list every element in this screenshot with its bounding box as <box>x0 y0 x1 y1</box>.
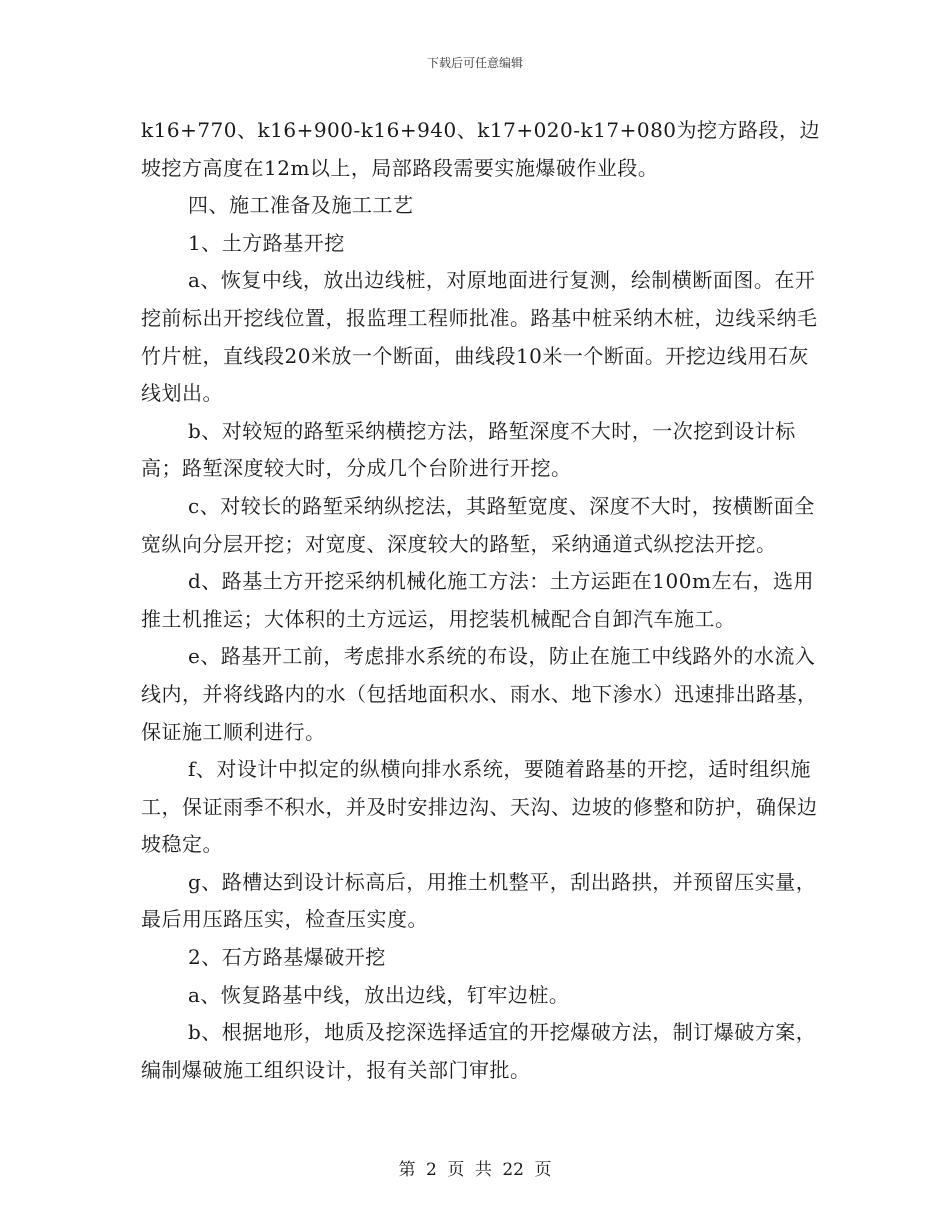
paragraph: a、恢复中线，放出边线桩，对原地面进行复测，绘制横断面图。在开挖前标出开挖线位置，报监理工程师批准。路基中桩采纳木桩，边线采纳毛竹片桩，直线段20米放一个断面，曲线段10米一个断面。开挖边线用石灰线划出。 <box>141 268 818 406</box>
paragraph: d、路基土方开挖采纳机械化施工方法：土方运距在100m左右，选用推土机推运；大体积的土方远运，用挖装机械配合自卸汽车施工。 <box>141 569 814 631</box>
subsection-heading: 2、石方路基爆破开挖 <box>188 945 386 970</box>
paragraph: b、对较短的路堑采纳横挖方法，路堑深度不大时，一次挖到设计标高；路堑深度较大时，分成几个台阶进行开挖。 <box>141 418 796 481</box>
paragraph: e、路基开工前，考虑排水系统的布设，防止在施工中线路外的水流入线内，并将线路内的水（包括地面积水、雨水、地下渗水）迅速排出路基，保证施工顺利进行。 <box>141 644 818 744</box>
paragraph: b、根据地形，地质及挖深选择适宜的开挖爆破方法，制订爆破方案，编制爆破施工组织设计，报有关部门审批。 <box>141 1020 817 1082</box>
subsection-heading: 1、土方路基开挖 <box>188 230 345 255</box>
page-header-note: 下载后可任意编辑 <box>426 56 523 70</box>
paragraph: a、恢复路基中线，放出边线，钉牢边桩。 <box>188 982 570 1007</box>
paragraph: f、对设计中拟定的纵横向排水系统，要随着路基的开挖，适时组织施工，保证雨季不积水，并及时安排边沟、天沟、边坡的修整和防护，确保边坡稳定。 <box>141 757 818 857</box>
paragraph: g、路槽达到设计标高后，用推土机整平，刮出路拱，并预留压实量，最后用压路压实，检查压实度。 <box>141 869 817 932</box>
paragraph: k16+770、k16+900-k16+940、k17+020-k17+080为挖方路段，边坡挖方高度在12m以上，局部路段需要实施爆破作业段。 <box>141 118 821 180</box>
section-heading: 四、施工准备及施工工艺 <box>188 193 414 218</box>
paragraph: c、对较长的路堑采纳纵挖法，其路堑宽度、深度不大时，按横断面全宽纵向分层开挖；对宽度、深度较大的路堑，采纳通道式纵挖法开挖。 <box>141 493 815 556</box>
document-body <box>141 112 821 1089</box>
page-number-footer: 第 2 页 共 22 页 <box>398 1160 552 1180</box>
